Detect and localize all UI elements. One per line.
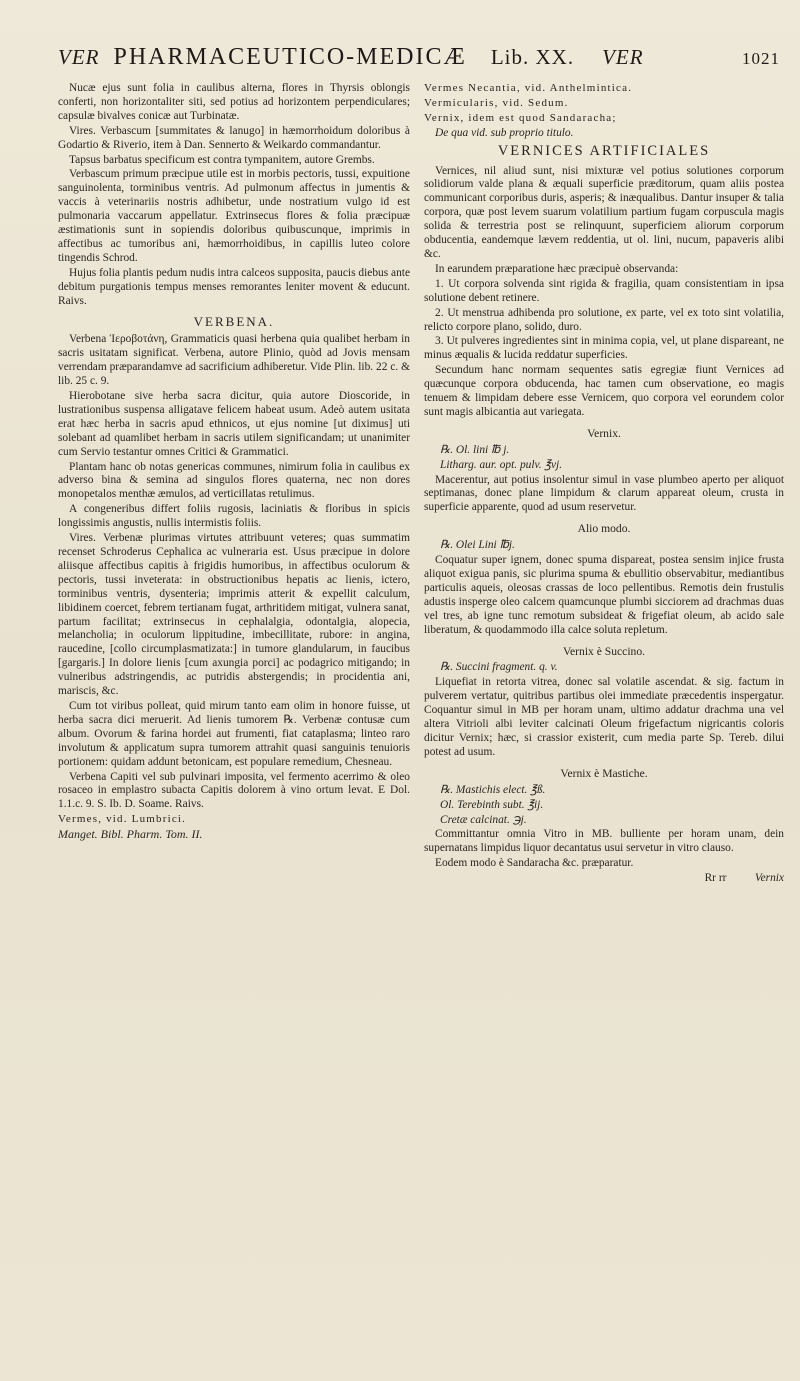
recipe-line: ℞. Olei Lini ℔j. (440, 539, 515, 552)
paragraph: 2. Ut menstrua adhibenda pro solutione, ex parte, vel ex toto sint volatilia, relicto corpore plano, solido, duro. (424, 306, 784, 333)
recipe-line: Litharg. aur. opt. pulv. ℥vj. (440, 458, 563, 471)
header-book: Lib. XX. (490, 45, 575, 69)
paragraph: Hierobotane sive herba sacra dicitur, quia autore Dioscoride, in lustrationibus suspensa alligatave felicem habeat usum. Adeò autem usitata erat hæc herba in sacris apud ethnicos, ut ejus nomine [ut diximus] uti solebant ad quamlibet herbam in sacris utilem significandam; ut unanimiter cum Servio testantur omnes Critici & Grammatici. (58, 390, 410, 458)
paragraph: Verbena Ἱεροβοτάνη, Grammaticis quasi herbena quia qualibet herbam in sacris usitatam significat. Verbena, autore Plinio, quòd ad Jovis mensam verrendam præparandamve ad sacrificium adhiberetur. Vide Plin. lib. 22 c. & lib. 25 c. 9. (58, 333, 410, 388)
paragraph: 1. Ut corpora solvenda sint rigida & fragilia, quam consistentiam in ipsa solutione debent retinere. (424, 277, 784, 304)
paragraph: Vires. Verbascum [summitates & lanugo] in hæmorrhoidum doloribus à Godartio & Riverio, item à Dan. Sennerto & Weikardo commandantur. (58, 124, 410, 151)
cross-reference: Vermes, vid. Lumbrici. (58, 813, 187, 826)
paragraph: A congeneribus differt foliis rugosis, laciniatis & floribus in spicis longissimis angustis, nullis intermistis foliis. (58, 503, 410, 530)
paragraph: Macerentur, aut potius insolentur simul in vase plumbeo aperto per aliquot septimanas, donec plane limpidum & clarum appareat oleum, crusta in superficie apparente, quod ad usum reservetur. (424, 473, 784, 514)
signature-mark: Rr rr (704, 872, 727, 885)
paragraph: Coquatur super ignem, donec spuma dispareat, postea sensim injice frusta aliquot exigua panis, sic plurima spuma & ebullitio observabitur, mediantibus particulis aqueis, oleosas crassas de loco pellentibus. Remotis dein frustulis adustis insperge oleo calcem quamcunque plumbi sicciorem ad drachmas duas vel tres, ab igne tunc remotum subsideat & frigefiat oleum, ab acido sale liberatum, & quodammodo illa calce soluta repletum. (424, 554, 784, 636)
section-heading-vernices: VERNICES ARTIFICIALES (497, 142, 711, 159)
subheading: Alio modo. (577, 522, 631, 536)
paragraph: Plantam hanc ob notas genericas communes, nimirum folia in caulibus ex adverso bina & semina ad singulos flores quaterna, nec non dores monopetalos menthæ æmulos, ad verticillatas retulimus. (58, 460, 410, 501)
paragraph: Vires. Verbenæ plurimas virtutes attribuunt veteres; quas summatim recenset Schroderus Cephalica ac vulneraria est. Usus præcipue in dolore aliisque affectibus capitis à frigidis humoribus, in affectibus oculorum & pectoris, tussi inveterata: in obstructionibus hepatis ac lienis, ictero, torminibus ventris, dysenteria; imprimis atterit & expellit calculum, libidinem coercet, febrem tertianam fugat, arthritidem mitigat, vulnera sanat, partum facilitat; extrinsecus in cephalalgia, odontalgia, alopecia, melancholia; in oculorum lippitudine, imbecillitate, rubore: in angina, raucedine, [collo circumplasmatizata:] in tumore glandularum, in faucibus [gargaris.] In dolore lienis [cum axungia porci] ac podagrico mitigando; in vulneribus adstringendis, ac putridis abstergendis; in procidentia ani, mariscis, &c. (58, 532, 410, 698)
paragraph: Verbascum primum præcipue utile est in morbis pectoris, tussi, expuitione sanguinolenta, torminibus ventris. Ad pulmonum affectus in jumentis & vaccis à veterinariis nostris adhibetur, unde nostratium vulgo id est pulmonaria vaccarum appellatur. Extrinsecus flores & folia præcipuæ æstimationis sunt in sopiendis doloribus quibuscunque, imprimis in affectibus ac tumoribus ani, hæmorrhoidibus, in capillis luteo colore tingendis Schrod. (58, 168, 410, 264)
left-column (58, 82, 410, 843)
paragraph: Vernices, nil aliud sunt, nisi mixturæ vel potius solutiones corporum solidiorum valde plana & æquali superficie præditorum, quam aliis postea communicant corporibus duris, asperis; & inæqualibus. Dantur insuper & talia corpora, quæ post levem suarum volatilium partium fugam corpuscula magis solida & terrestria post se relinquunt, superficiem aliorum corporum obducentia, eandemque lævem reddentia, ut ol. lini, nucum, papaveris alibi &c. (424, 164, 784, 260)
subheading: Vernix. (587, 426, 621, 440)
page-number: 1021 (742, 49, 780, 68)
header-left-word: VER (58, 45, 100, 69)
catchline: Manget. Bibl. Pharm. Tom. II. (58, 827, 203, 842)
signature-and-catchword (424, 872, 784, 886)
cross-reference-note: De qua vid. sub proprio titulo. (435, 126, 574, 139)
header-title: PHARMACEUTICO-MEDICÆ (113, 44, 467, 70)
paragraph: Tapsus barbatus specificum est contra tympanitem, autore Grembs. (69, 153, 375, 166)
paragraph: Verbena Capiti vel sub pulvinari imposita, vel fermento acerrimo & oleo rosaceo in emplastro subacta Capitis dolorem à vino ortum levat. E Dol. 1.1.c. 9. S. Ib. D. Soame. Raivs. (58, 770, 410, 811)
paragraph: Committantur omnia Vitro in MB. bulliente per horam unam, dein supernatans limpidus liquor decantatus usui servetur in vitro clauso. (424, 828, 784, 855)
paragraph: In earundem præparatione hæc præcipuè observanda: (435, 262, 679, 275)
recipe-line: ℞. Succini fragment. q. v. (440, 661, 558, 674)
paragraph: Nucæ ejus sunt folia in caulibus alterna, flores in Thyrsis oblongis conferti, non horizontaliter siti, sed potius ad horizontem perpendiculares; capsulæ bivalves conicæ aut Turbinatæ. (58, 82, 410, 122)
paragraph: Cum tot viribus polleat, quid mirum tanto eam olim in honore fuisse, ut herba sacra dici meruerit. Ad lienis tumorem ℞. Verbenæ contusæ cum album. Ovorum & farina hordei aut frumenti, fiat cataplasma; linteo raro involutum & applicatum supra tumorem attrahit quasi sanguinis tenuioris portionem: quidam addunt betonicam, est populare remedium, Chesneau. (58, 699, 410, 768)
paragraph: Liquefiat in retorta vitrea, donec sal volatile ascendat. & sig. factum in pulverem vertatur, quitribus partibus olei immediate præcedentis inspergatur. Coquantur simul in MB per horam unam, ultimo addatur drachma una vel altera Vitrioli albi leviter calcinati Oleum frigefactum nigricantis coloris dicitur Vernix; hæc, si crassior existerit, cum media parte Sp. Tereb. dilui potest ad usum. (424, 676, 784, 758)
catchword: Vernix (754, 872, 784, 885)
paragraph: Hujus folia plantis pedum nudis intra calceos supposita, paucis diebus ante debitum purgationis tempus menses remorantes leniter movent & educunt. Raivs. (58, 266, 410, 307)
right-column (424, 82, 784, 886)
cross-reference: Vermicularis, vid. Sedum. (424, 96, 569, 109)
paragraph: 3. Ut pulveres ingredientes sint in minima copia, vel, ut plane dispareant, ne minus æqualis & lucida reddatur superficies. (424, 335, 784, 362)
running-header (58, 44, 780, 80)
subheading: Vernix è Succino. (562, 644, 646, 658)
subheading: Vernix è Mastiche. (560, 766, 648, 780)
recipe-line: ℞. Ol. lini ℔ j. (440, 443, 510, 456)
recipe-line: Ol. Terebinth subt. ℥ij. (440, 798, 544, 811)
section-heading-verbena: VERBENA. (193, 313, 275, 329)
paragraph: Eodem modo è Sandaracha &c. præparatur. (435, 857, 634, 870)
recipe-line: Cretæ calcinat. ℈j. (440, 813, 527, 826)
cross-reference: Vermes Necantia, vid. Anthelmintica. (424, 82, 633, 94)
header-right-word: VER (602, 45, 644, 69)
recipe-line: ℞. Mastichis elect. ℥ß. (440, 783, 546, 796)
cross-reference: Vernix, idem est quod Sandaracha; (424, 111, 617, 124)
paragraph: Secundum hanc normam sequentes satis egregiæ fiunt Vernices ad quæcunque corpora obducenda, hac tamen cum observatione, eo magis tenuem & limpidam debere esse Vernicem, quo corpora vel eorundem color sunt magis albicantia aut variegata. (424, 364, 784, 418)
